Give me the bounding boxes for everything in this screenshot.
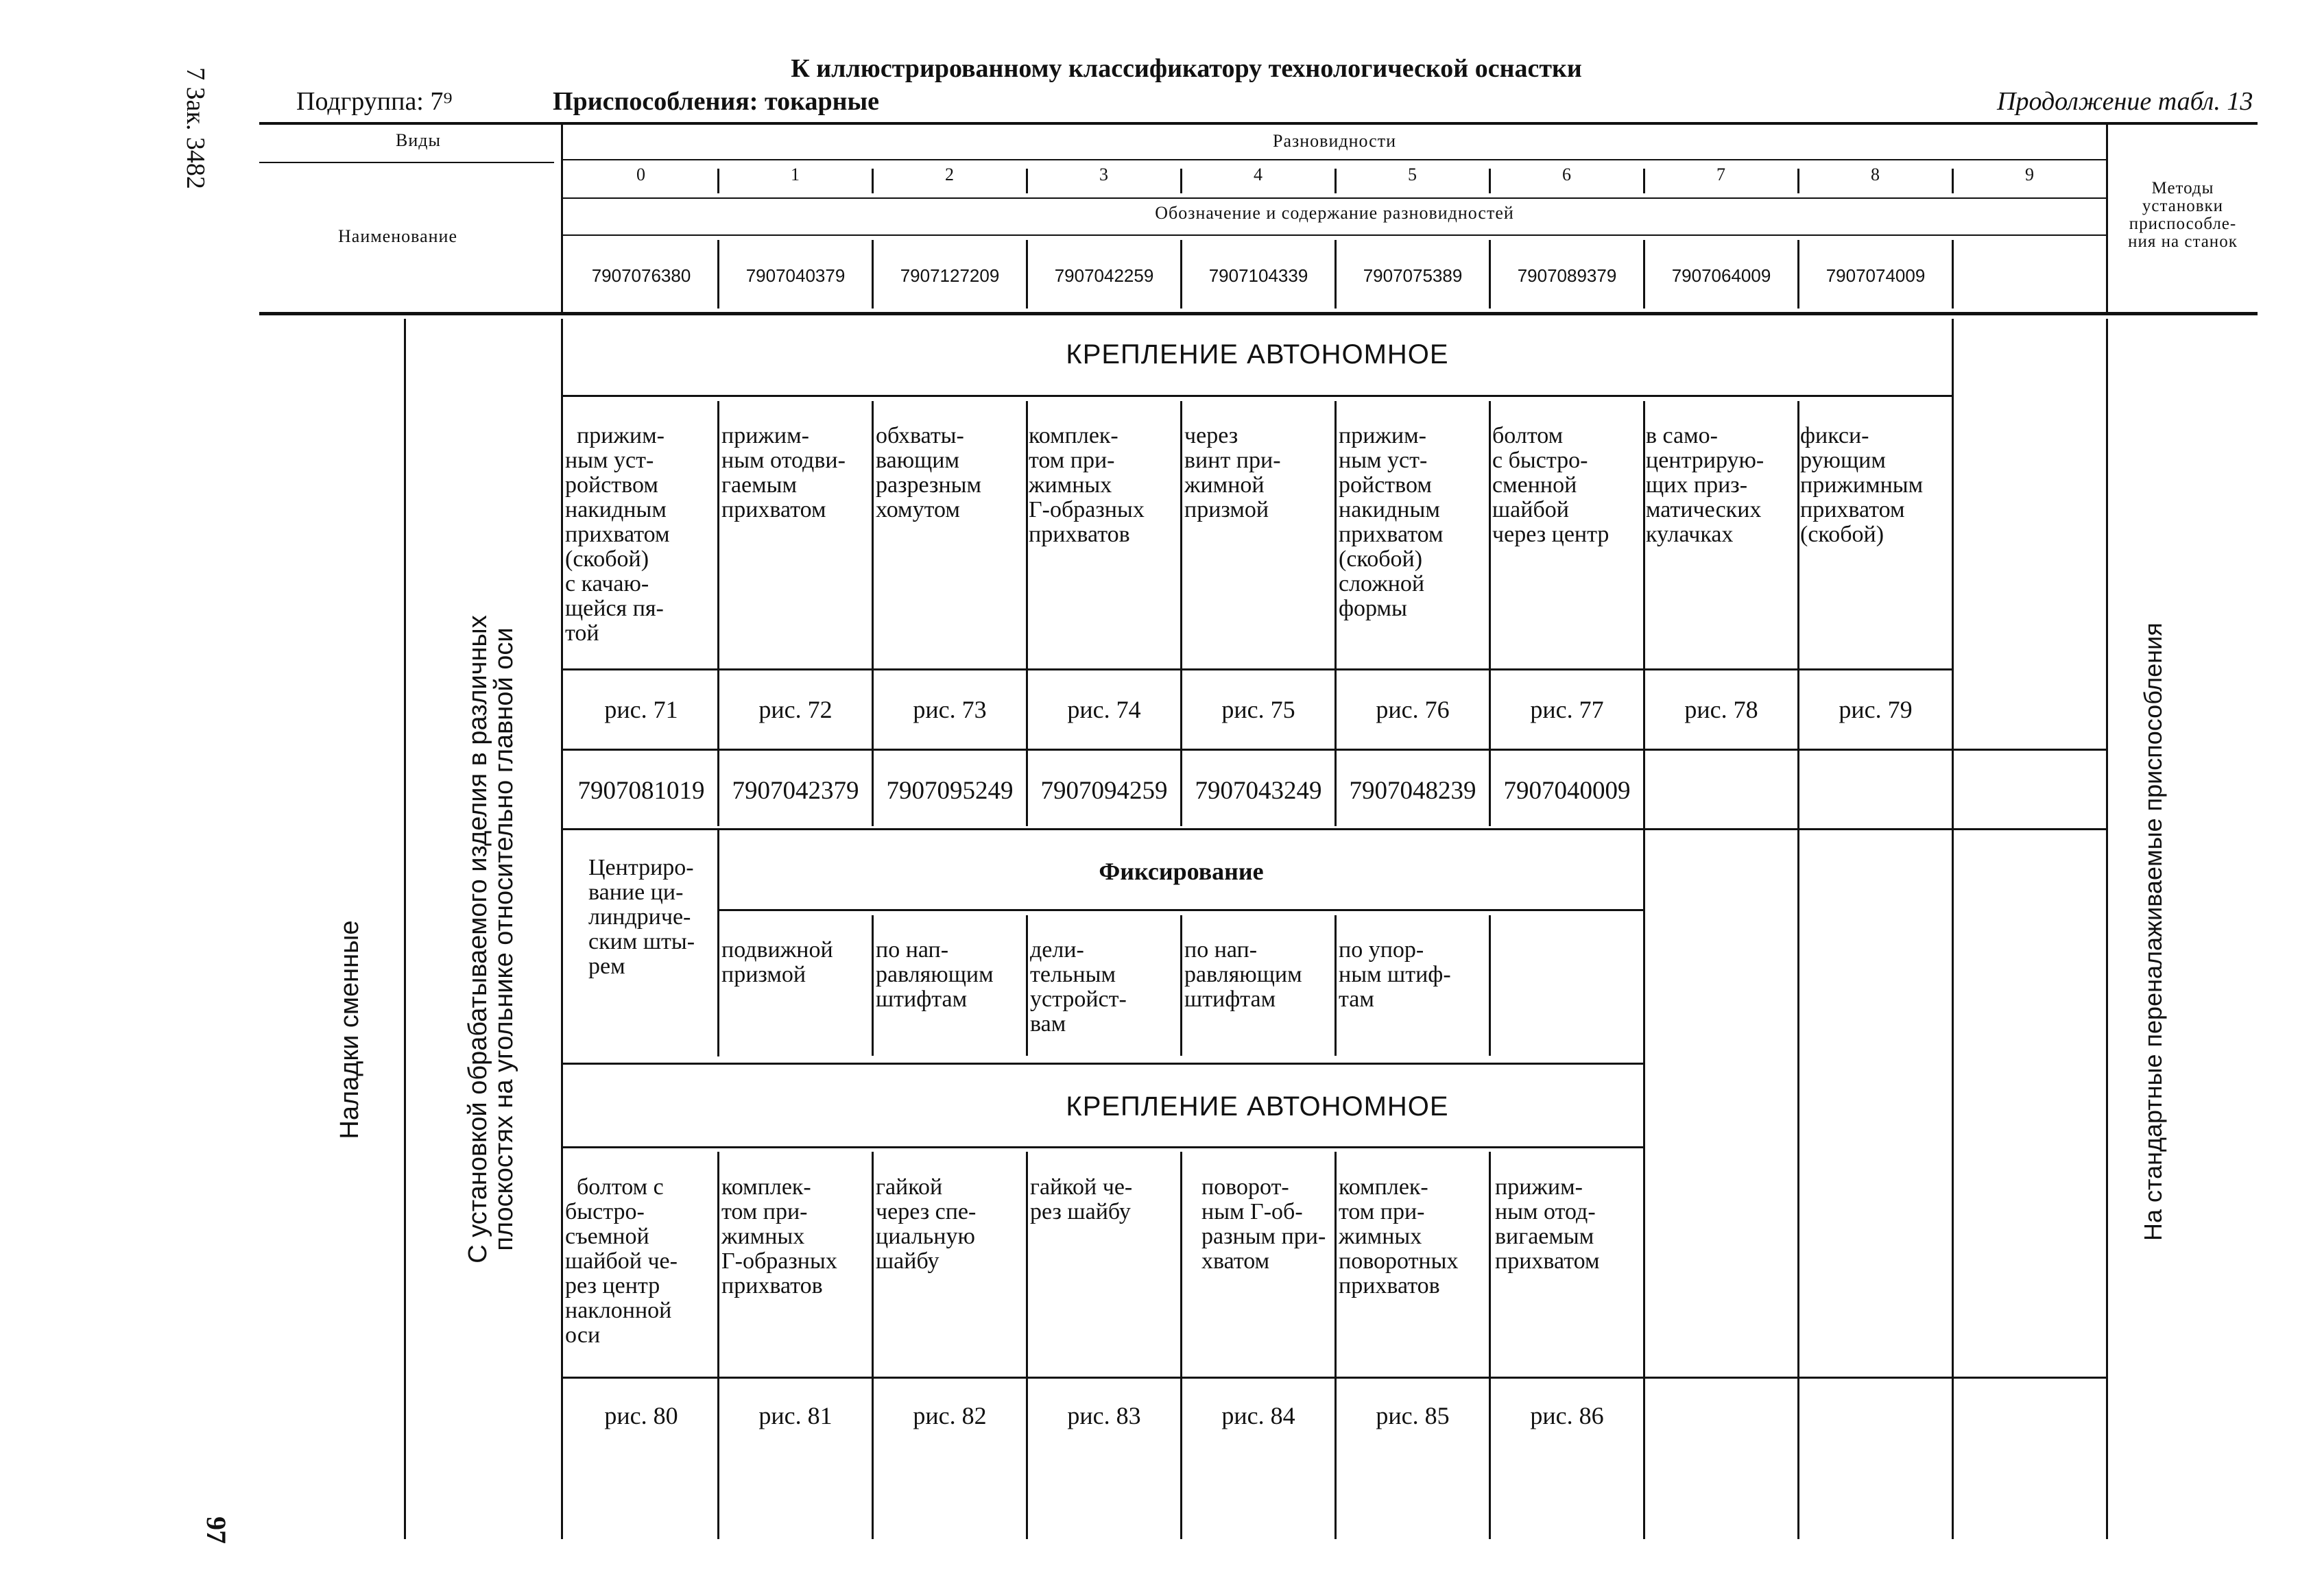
head-col-divider: [1797, 240, 1799, 309]
column-number: 9: [2025, 165, 2035, 184]
column-number: 4: [1254, 165, 1263, 184]
head-col-divider: [1952, 169, 1954, 193]
figure-ref: рис. 77: [1530, 696, 1604, 723]
ustanovka-label-line2: плоскостях на угольнике относительно главной оси: [490, 627, 518, 1251]
s3-col-divider: [1489, 1152, 1491, 1539]
body-left-border: [561, 319, 563, 1539]
col9-divider: [1952, 319, 1954, 1539]
fixing-col-divider: [1334, 915, 1337, 1056]
figure-ref: рис. 80: [604, 1402, 678, 1429]
variant-description: поворот- ным Г-об- разным при- хватом: [1201, 1174, 1326, 1274]
oboznachenie-underline: [563, 234, 2106, 236]
figure-ref: рис. 86: [1530, 1402, 1604, 1429]
setup-code: 7907048239: [1349, 777, 1476, 805]
setup-code: 7907081019: [577, 777, 705, 805]
section1-heading: КРЕПЛЕНИЕ АВТОНОМНОЕ: [1066, 339, 1449, 370]
variant-description: в само- центрирую- щих приз- матических кулачках: [1646, 423, 1764, 547]
figure-ref: рис. 75: [1221, 696, 1295, 723]
figure-ref: рис. 73: [913, 696, 987, 723]
variant-code: 7907074009: [1826, 265, 1926, 286]
head-col-divider: [1180, 240, 1182, 309]
head-col-divider: [1489, 169, 1491, 193]
column-number: 6: [1562, 165, 1572, 184]
variant-description: обхваты- вающим разрезным хомутом: [876, 423, 982, 522]
column-number: 0: [636, 165, 646, 184]
s2-code-rule: [563, 828, 2106, 830]
head-bottom-rule: [259, 312, 2258, 315]
head-col-divider: [717, 169, 719, 193]
head-col-divider: [872, 240, 874, 309]
fixing-col-divider: [1026, 915, 1028, 1056]
col7-divider: [1643, 751, 1645, 1539]
column-number: 3: [1099, 165, 1109, 184]
head-col-divider: [1026, 169, 1028, 193]
variant-code: 7907076380: [591, 265, 691, 286]
vidy-heading: Виды: [396, 130, 441, 150]
column-number: 5: [1408, 165, 1417, 184]
figure-ref: рис. 85: [1376, 1402, 1450, 1429]
methods-value-label: На стандартные переналаживаемые приспособления: [2139, 622, 2167, 1241]
variant-description: гайкой че- рез шайбу: [1030, 1174, 1133, 1224]
variant-code: 7907104339: [1208, 265, 1308, 286]
setup-code: 7907042379: [732, 777, 859, 805]
s3-desc-rule: [563, 1377, 2106, 1379]
variant-description: комплек- том при- жимных Г-образных прихватов: [721, 1174, 837, 1298]
column-number: 8: [1871, 165, 1880, 184]
page-number: 97: [201, 1516, 232, 1544]
s1-desc-rule: [563, 668, 1952, 670]
oboznachenie-heading: Обозначение и содержание разновидностей: [1155, 203, 1514, 223]
head-col-divider: [1797, 169, 1799, 193]
column-number: 1: [791, 165, 800, 184]
continuation-label: Продолжение табл. 13: [1997, 87, 2253, 116]
head-col-divider: [872, 169, 874, 193]
order-number: 7 Зак. 3482: [181, 67, 210, 189]
s3-col-divider: [717, 1152, 719, 1539]
figure-ref: рис. 82: [913, 1402, 987, 1429]
fixing-heading-rule: [719, 909, 1643, 911]
head-col-divider: [717, 240, 719, 309]
figure-ref: рис. 83: [1067, 1402, 1141, 1429]
document-title: К иллюстрированному классификатору технологической оснастки: [791, 54, 1582, 83]
ustanovka-label-line1: С установкой обрабатываемого изделия в различных: [464, 615, 492, 1264]
fixing-item: дели- тельным устройст- вам: [1030, 937, 1127, 1037]
column-number: 7: [1716, 165, 1726, 184]
variant-description: прижим- ным уст- ройством накидным прихватом (скобой) сложной формы: [1339, 423, 1444, 621]
figure-ref: рис. 74: [1067, 696, 1141, 723]
setup-code: 7907040009: [1503, 777, 1631, 805]
section3-heading: КРЕПЛЕНИЕ АВТОНОМНОЕ: [1066, 1091, 1449, 1122]
variant-code: 7907040379: [745, 265, 846, 286]
numbers-underline: [563, 197, 2106, 199]
head-col-divider: [1334, 169, 1337, 193]
vidy-underline: [259, 162, 554, 163]
setup-code: 7907094259: [1040, 777, 1168, 805]
variant-description: через винт при- жимной призмой: [1184, 423, 1281, 522]
naladki-label: Наладки сменные: [335, 920, 364, 1139]
head-col-divider: [1026, 240, 1028, 309]
setup-code: 7907095249: [886, 777, 1014, 805]
head-col-divider: [1643, 169, 1645, 193]
fixing-item: по нап- равляющим штифтам: [876, 937, 994, 1012]
variant-description: прижим- ным отодви- гаемым прихватом: [721, 423, 846, 522]
methods-divider: [2106, 319, 2108, 1539]
variant-description: прижим- ным уст- ройством накидным прихватом (скобой) с качаю- щейся пя- той: [565, 423, 670, 646]
variant-description: комплек- том при- жимных поворотных прихватов: [1339, 1174, 1459, 1298]
naladki-divider: [404, 319, 406, 1539]
fixing-heading: Фиксирование: [1099, 858, 1264, 885]
category-label: Приспособления: токарные: [553, 87, 880, 116]
s3-col-divider: [1334, 1152, 1337, 1539]
fixing-item: по упор- ным штиф- там: [1339, 937, 1451, 1012]
figure-ref: рис. 71: [604, 696, 678, 723]
head-col-divider: [1334, 240, 1337, 309]
methods-heading: Методы установки приспособле- ния на станок: [2128, 179, 2238, 251]
fixing-item: подвижной призмой: [721, 937, 833, 987]
head-col-divider: [1643, 240, 1645, 309]
figure-ref: рис. 79: [1839, 696, 1913, 723]
section3-heading-rule: [563, 1146, 1643, 1148]
raznovidnosti-heading: Разновидности: [1273, 131, 1396, 151]
figure-ref: рис. 84: [1221, 1402, 1295, 1429]
variant-description: фикси- рующим прижимным прихватом (скобой): [1800, 423, 1924, 547]
variant-code: 7907089379: [1517, 265, 1617, 286]
subgroup-label: Подгруппа: 7⁹: [296, 87, 453, 116]
fixing-col-divider: [872, 915, 874, 1056]
variant-description: комплек- том при- жимных Г-образных прихватов: [1029, 423, 1145, 547]
head-col-divider: [1489, 240, 1491, 309]
variant-description: болтом с быстро- съемной шайбой че- рез центр наклонной оси: [565, 1174, 678, 1348]
variant-description: прижим- ным отод- вигаемым прихватом: [1495, 1174, 1600, 1274]
head-divider-left: [561, 125, 563, 312]
centering-description: Центриро- вание ци- линдриче- ским шты- рем: [588, 855, 695, 979]
figure-ref: рис. 78: [1684, 696, 1758, 723]
section1-heading-rule: [563, 395, 1952, 397]
head-top-rule: [259, 122, 2258, 125]
fixing-bottom-rule: [563, 1063, 1643, 1065]
figure-ref: рис. 76: [1376, 696, 1450, 723]
figure-ref: рис. 72: [758, 696, 833, 723]
head-col-divider: [1180, 169, 1182, 193]
head-col-divider: [1952, 240, 1954, 309]
variant-code: 7907064009: [1671, 265, 1771, 286]
variant-code: 7907075389: [1363, 265, 1463, 286]
setup-code: 7907043249: [1195, 777, 1322, 805]
figure-ref: рис. 81: [758, 1402, 833, 1429]
raznovidnosti-underline: [563, 159, 2106, 160]
variant-description: гайкой через спе- циальную шайбу: [876, 1174, 977, 1274]
fixing-col-divider: [1489, 915, 1491, 1056]
fixing-item: по нап- равляющим штифтам: [1184, 937, 1302, 1012]
fixing-col-divider: [1180, 915, 1182, 1056]
s3-col-divider: [1180, 1152, 1182, 1539]
s3-col-divider: [1026, 1152, 1028, 1539]
col8-divider: [1797, 751, 1799, 1539]
variant-code: 7907127209: [900, 265, 1000, 286]
variant-description: болтом с быстро- сменной шайбой через центр: [1492, 423, 1609, 547]
naimenovanie-heading: Наименование: [338, 226, 457, 246]
s3-col-divider: [872, 1152, 874, 1539]
variant-code: 7907042259: [1054, 265, 1154, 286]
column-number: 2: [945, 165, 955, 184]
